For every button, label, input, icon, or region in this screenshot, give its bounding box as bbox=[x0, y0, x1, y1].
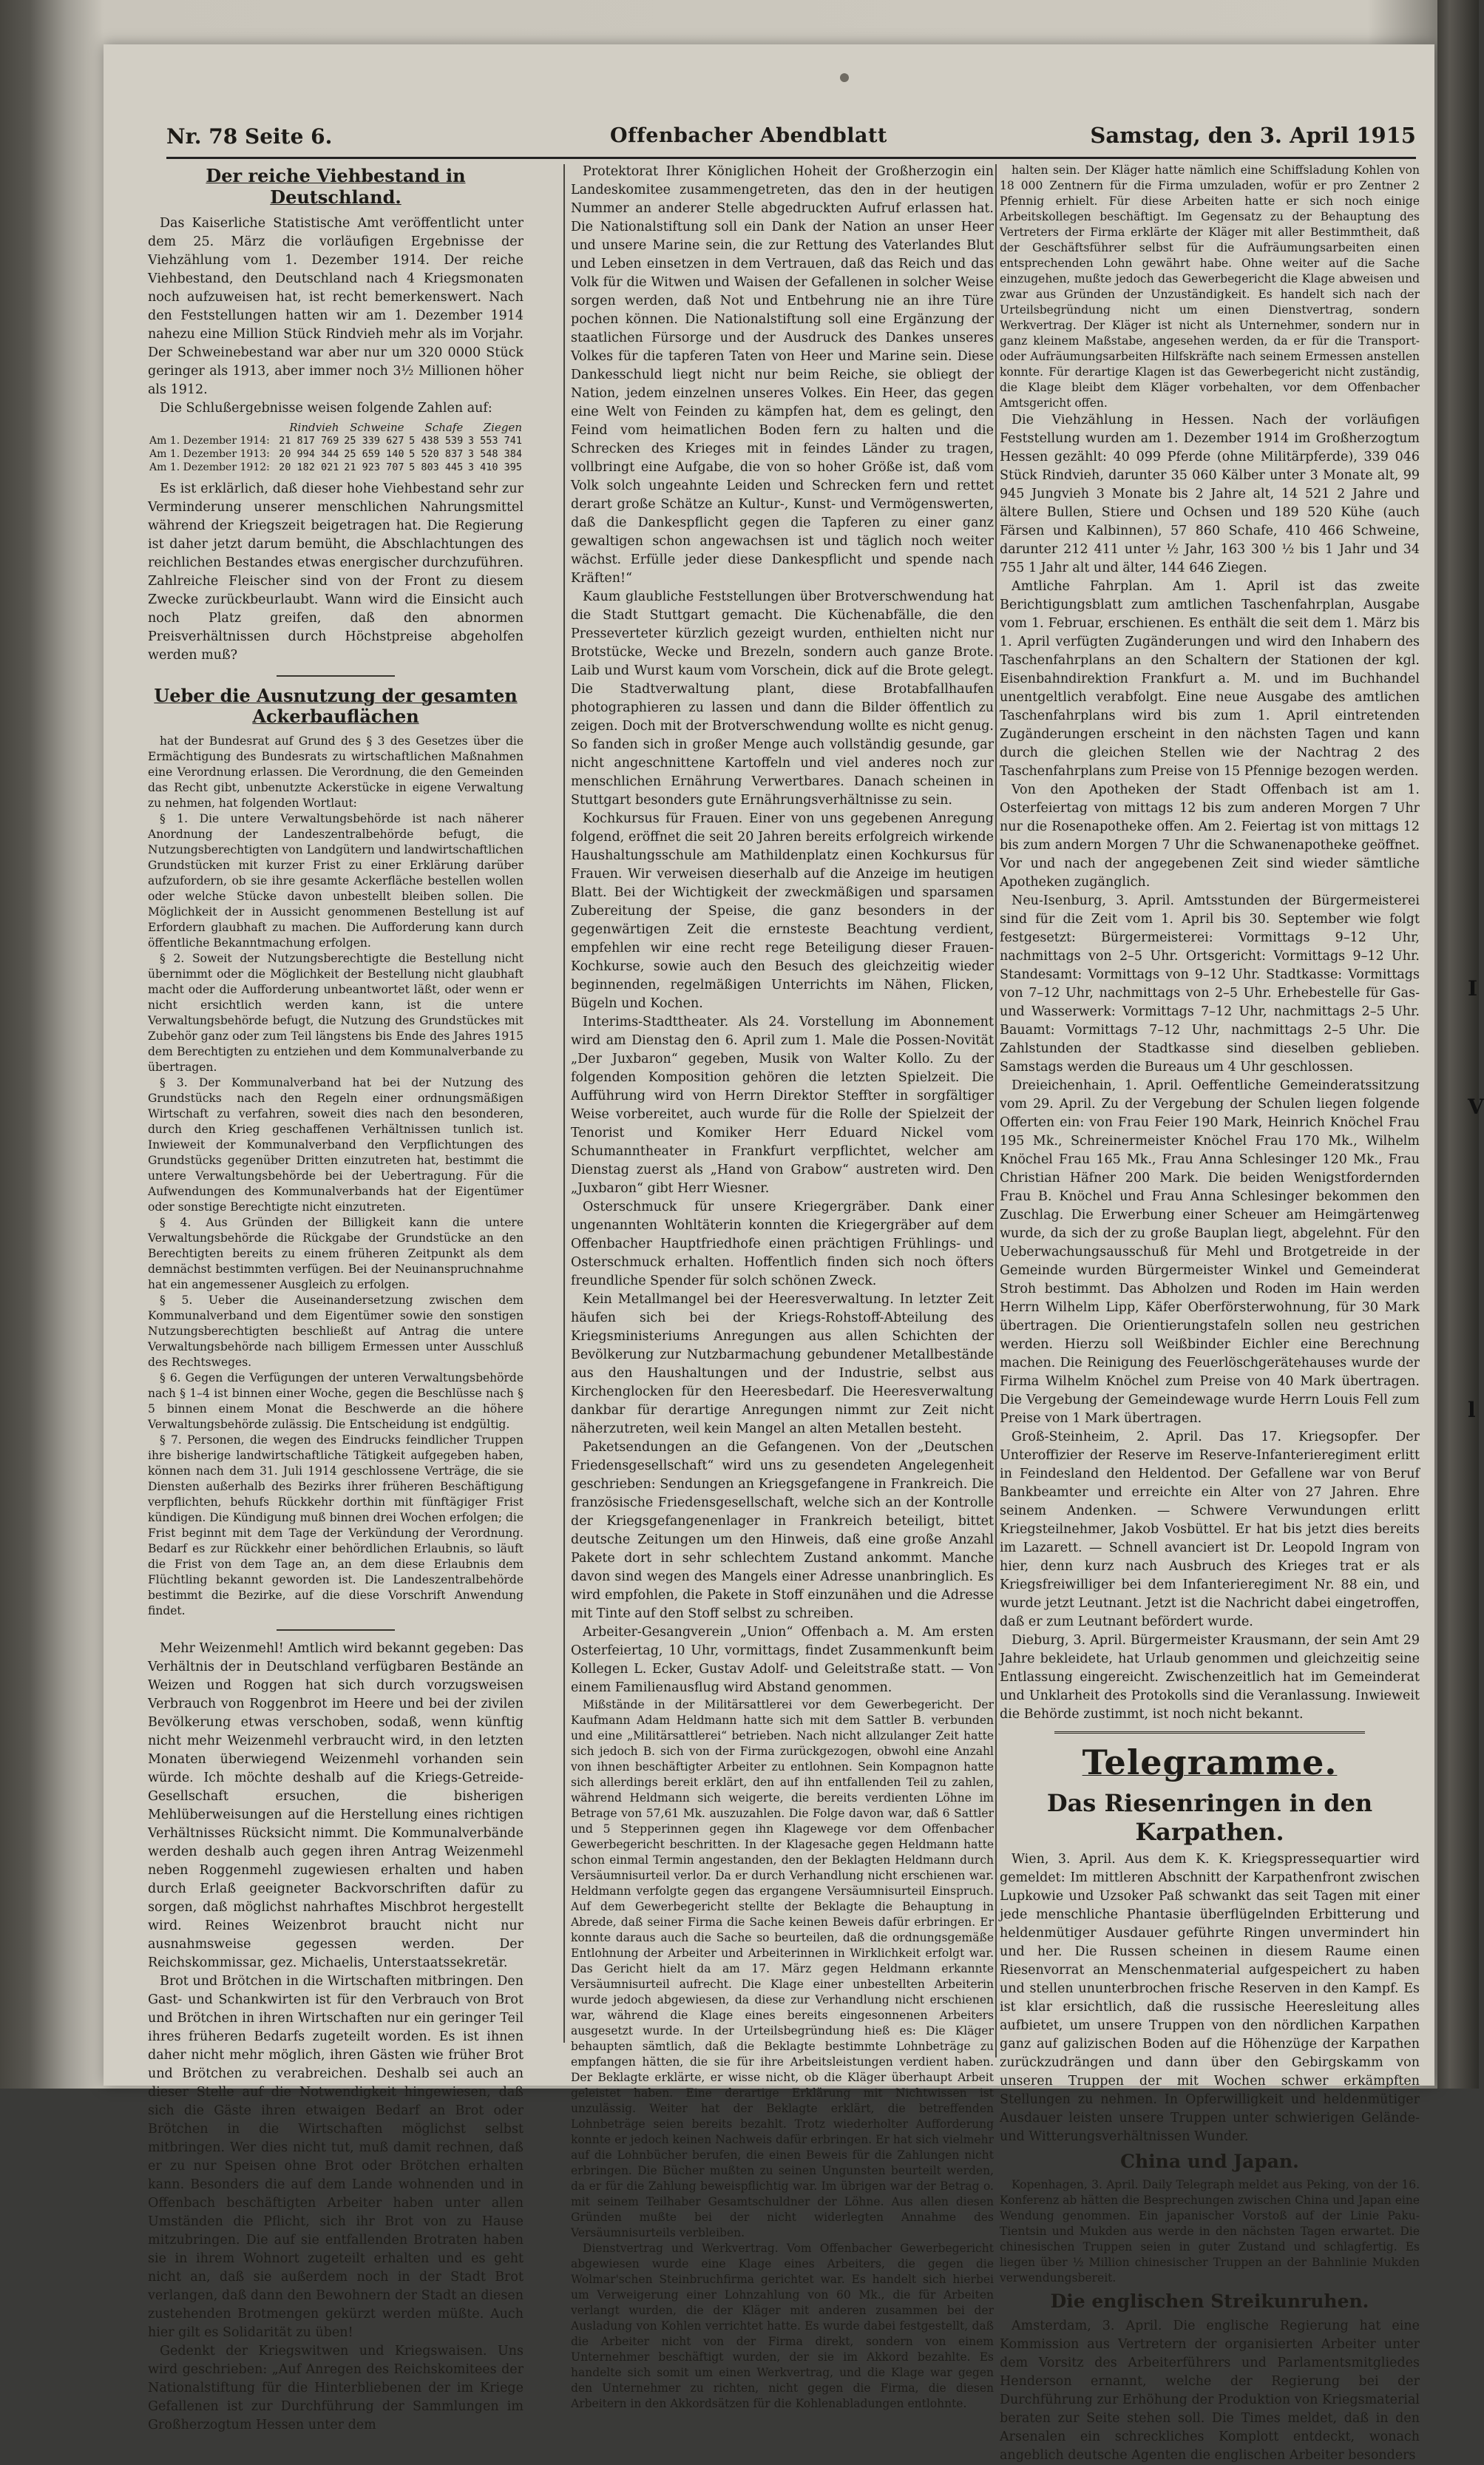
article-paragraph: § 2. Soweit der Nutzungsberechtigte die Bestellung nicht übernimmt oder die Möglichkeit der Bestellung nicht glaubhaft macht oder die Aufforderung unbeantwortet läßt, oder wenn er nicht ersichtlich werden kann, ist die untere Verwaltungsbehörde befugt, die Nutzung des Grundstückes mit Zubehör ganz oder zum Teil längstens bis Ende des Jahres 1915 dem Berechtigten zu entziehen und dem Kommunalverbande zu übertragen. bbox=[148, 952, 524, 1075]
table-header-cell: Rindvieh bbox=[289, 420, 339, 434]
table-cell: 20 182 021 bbox=[279, 461, 339, 473]
table-cell: Am 1. Dezember 1912: bbox=[149, 461, 270, 473]
livestock-table bbox=[148, 421, 524, 474]
section-title: Telegramme. bbox=[1082, 1742, 1338, 1782]
article-viehbestand bbox=[148, 166, 524, 665]
table-cell: 5 520 837 bbox=[409, 447, 464, 460]
article-paragraph: Osterschmuck für unsere Kriegergräber. Dank einer ungenannten Wohltäterin konnten die Kriegergräber auf dem Offenbacher Hauptfriedhofe einen prächtigen Frühlings- und Osterschmuck erhalten. Hoffentlich finden sich noch öfters freundliche Spender für solch schönen Zweck. bbox=[571, 1200, 994, 1288]
article-paragraph: Wien, 3. April. Aus dem K. K. Kriegspressequartier wird gemeldet: Im mittleren Abschnitt der Karpathenfront zwischen Lupkowie und Uzsoker Paß schwankt das seit Tagen mit einer jede menschliche Phantasie überflügelnden Erbitterung und heldenmütiger Ausdauer geführte Ringen unvermindert hin und her. Die Russen scheinen in diesem Raume einen Riesenvorrat an Menschenmaterial aufgespeichert zu haben und stellen ununterbrochen frische Reserven in den Kampf. Es ist klar ersichtlich, daß die russische Heeresleitung alles aufbietet, um unsere Truppen von den nördlichen Karpathen ganz auf galizischen Boden auf die Höhenzüge der Karpathen zurückzudrängen und dann über den Gebirgskamm von unseren Truppen der mit Wochen schwer erkämpften Stellungen zu nehmen. In Opferwilligkeit und heldenmütiger Ausdauer leisten unsere Truppen unter schwierigen Gelände- und Witterungsverhältnissen Wunder. bbox=[1000, 1851, 1420, 2144]
article-title: Das Riesenringen in den Karpathen. bbox=[1046, 1789, 1373, 1846]
separator-rule bbox=[277, 1629, 395, 1631]
column-2 bbox=[571, 163, 994, 2410]
separator-rule bbox=[1054, 1731, 1365, 1734]
table-header-cell bbox=[148, 421, 275, 434]
table-cell: 20 994 344 bbox=[279, 447, 339, 460]
article-title: China und Japan. bbox=[1120, 2150, 1299, 2172]
separator-rule bbox=[277, 675, 395, 677]
section-telegramme bbox=[1000, 1742, 1420, 2465]
article-paragraph: Dreieichenhain, 1. April. Oeffentliche Gemeinderatssitzung vom 29. April. Zu der Vergebung der Schulen liegen folgende Offerten ein: von Frau Feier 190 Mark, Heinrich Knöchel Frau 195 Mk., Schreinermeister Knöchel Frau 170 Mk., Wilhelm Knöchel Frau 165 Mk., Frau Anna Schlesinger 120 Mk., Frau Christian Häfner 200 Mark. Die beiden Wenigstfordernden Frau B. Knöchel und Frau Anna Schlesinger bekommen den Zuschlag. Die Erwerbung einer Scheuer am Heimgärtenweg wurde, da sich der zu große Bauplan liegt, abgelehnt. Für den Ueberwachungsausschuß für Mehl und Brotgetreide in der Gemeinde wurden Bürgermeister Winkel und Gemeinderat Stroh bestimmt. Das Abholzen und Roden im Hain werden Herrn Wilhelm Lipp, Käfer Oberförsterwohnung, für 30 Mark übertragen. Die Orientierungstafeln sollen neu gestrichen werden. Hierzu soll Weißbinder Eichler eine Berechnung machen. Die Reinigung des Feuerlöschgerätehauses wurde der Firma Wilhelm Knöchel zum Preise von 40 Mark übertragen. Die Vergebung der Gemeindewage wurde Herrn Louis Fell zum Preise von 1 Mark übertragen. bbox=[1000, 1078, 1420, 1426]
table-cell: 21 817 769 bbox=[279, 434, 339, 447]
article-paragraph: Kaum glaubliche Feststellungen über Brotverschwendung hat die Stadt Stuttgart gemacht. Die Küchenabfälle, die den Presseverteter kürzlich gezeigt wurden, enthielten nicht nur Brotstücke, Wecke und Brezeln, sondern auch ganze Brote. Laib und Wurst kaum vom Vorschein, dick auf die Brote gelegt. Die Stadtverwaltung plant, diese Brotabfallhaufen photographieren zu lassen und dann die Bilder öffentlich zu zeigen. Doch mit der Brotverschwendung wollte es nicht genug. So fanden sich in großer Menge auch vollständig gesunde, gar nicht angeschnittene Kartoffeln und viel anderes noch zur menschlichen Ernährung Verwertbares. Danach scheinen in Stuttgart besonders gute Ernährungsverhältnisse zu sein. bbox=[571, 589, 994, 808]
article-paragraph: Protektorat Ihrer Königlichen Hoheit der Großherzogin ein Landeskomitee zusammengetreten, das den in der heutigen Nummer an anderer Stelle abgedruckten Aufruf erlassen hat. Die Nationalstiftung soll ein Dank der Nation an unser Heer und unsere Marine sein, die zur Rettung des Vaterlandes Blut und Leben einsetzen in dem Vertrauen, daß das Reich und das Volk für die Witwen und Waisen der Gefallenen in solcher Weise sorgen werden, daß Not und Entbehrung nie an ihre Türe pochen können. Die Nationalstiftung soll eine Ergänzung der staatlichen Fürsorge und der Ausdruck des Dankes unseres Volkes für die tapferen Taten von Heer und Marine sein. Diese Dankesschuld liegt nicht nur beim Reiche, sie obliegt der Nation, jedem einzelnen unseres Volkes. Ein Heer, das gegen eine Welt von Feinden zu kämpfen hat, dem es gelingt, den Feind vom heimatlichen Boden fern zu halten und die Schrecken des Krieges mit in feindes Länder zu tragen, vollbringt eine Aufgabe, die von so hoher Größe ist, daß vom Volk solch ungeahnte Leiden und Schrecken fern und rettet derart große Schätze an Kultur-, Kunst- und Vermögenswerten, daß die Dankespflicht gegen die Tapferen zu einer ganz gewaltigen schon angewachsen ist und täglich noch weiter wächst. Erfülle jeder diese Dankespflicht und spende nach Kräften!“ bbox=[571, 164, 994, 586]
article-title: Ueber die Ausnutzung der gesamten Ackerbauflächen bbox=[154, 684, 518, 728]
newspaper-name: Offenbacher Abendblatt bbox=[610, 124, 887, 147]
article-paragraph: Dieburg, 3. April. Bürgermeister Krausmann, der sein Amt 29 Jahre bekleidete, hat Urlaub genommen und gleichzeitig seine Entlassung eingereicht. Zwischenzeitlich hat im Gemeinderat und Unklarheit des Protokolls sind die Veranlassung. Inwieweit die Behörde zustimmt, ist noch nicht bekannt. bbox=[1000, 1633, 1420, 1722]
table-row bbox=[148, 447, 524, 461]
article-paragraph: Groß-Steinheim, 2. April. Das 17. Kriegsopfer. Der Unteroffizier der Reserve im Reserve-Infanterieregiment erlitt in Feindesland den Heldentod. Der Gefallene war von Beruf Bankbeamter und erreichte ein Alter von 27 Jahren. Ehre seinem Andenken. — Schwere Verwundungen erlitt Kriegsteilnehmer, Jakob Vosbüttel. Er hat bis jetzt dies bereits im Lazarett. — Schnell avanciert ist Dr. Leopold Ingram von hier, denn kurz nach Ausbruch des Krieges trat er als Kriegsfreiwilliger bei dem Infanterieregiment Nr. 88 ein, und wurde jetzt Leutnant. Jetzt ist die Nachricht dabei eingetroffen, daß er zum Leutnant befördert wurde. bbox=[1000, 1430, 1420, 1629]
table-row bbox=[148, 434, 524, 447]
next-page-edge: I V l bbox=[1468, 976, 1484, 1422]
table-cell: 3 410 395 bbox=[467, 461, 522, 473]
article-paragraph: Neu-Isenburg, 3. April. Amtsstunden der Bürgermeisterei sind für die Zeit vom 1. April bis 30. September wie folgt festgesetzt: Bürgermeisterei: Vormittags 9–12 Uhr, nachmittags von 2–5 Uhr. Ortsgericht: Vormittags 9–12 Uhr. Standesamt: Vormittags von 9–12 Uhr. Stadtkasse: Vormittags von 7–12 Uhr, nachmittags von 2–5 Uhr. Erhebestelle für Gas- und Wasserwerk: Vormittags 7–12 Uhr, nachmittags 2–5 Uhr. Bauamt: Vormittags 7–12 Uhr, nachmittags 2–5 Uhr. Die Zahlstunden der Stadtkasse sind dieselben geblieben. Samstags werden die Bureaus um 4 Uhr geschlossen. bbox=[1000, 893, 1420, 1075]
article-paragraph: Die Viehzählung in Hessen. Nach der vorläufigen Feststellung wurden am 1. Dezember 1914 im Großherzogtum Hessen gezählt: 40 099 Pferde (ohne Militärpferde), 339 046 Stück Rindvieh, darunter 35 060 Kälber unter 3 Monate alt, 99 945 Jungvieh 3 Monate bis 2 Jahre alt, 14 521 2 Jahre und ältere Bullen, Stiere und Ochsen und 189 520 Kühe (auch Färsen und Kalbinnen), 57 860 Schafe, 410 466 Schweine, darunter 212 411 unter ½ Jahr, 163 300 ½ bis 1 Jahr und 34 755 1 Jahr alt und älter, 144 646 Ziegen. bbox=[1000, 413, 1420, 575]
article-paragraph: § 6. Gegen die Verfügungen der unteren Verwaltungsbehörde nach § 1–4 ist binnen einer Woche, gegen die Beschlüsse nach § 5 binnen einem Monat die Beschwerde an die höhere Verwaltungsbehörde zulässig. Die Entscheidung ist endgültig. bbox=[148, 1371, 524, 1432]
article-paragraph: Paketsendungen an die Gefangenen. Von der „Deutschen Friedensgesellschaft“ wird uns zu gesendeten Angelegenheit geschrieben: Sendungen an Kriegsgefangene in Frankreich. Die französische Friedensgesellschaft, welche sich an der Kontrolle der Kriegsgefangenenlager in Frankreich beteiligt, bittet deutsche Zeitungen um den Hinweis, daß eine große Anzahl Pakete dort in sehr schlechtem Zustand ankommt. Manche davon sind wegen des Mangels einer Adresse unanbringlich. Es wird empfohlen, die Pakete in Stoff einzunähen und die Adresse mit Tinte auf den Stoff selbst zu schreiben. bbox=[571, 1440, 994, 1621]
article-weizenmehl bbox=[148, 1640, 524, 2435]
article-paragraph: § 1. Die untere Verwaltungsbehörde ist nach näherer Anordnung der Landeszentralbehörde befugt, die Nutzungsberechtigten von Landgütern und landwirtschaftlichen Grundstücken mit kurzer Frist zu einer Erklärung darüber aufzufordern, ob sie ihre gesamte Ackerfläche bestellen wollen oder welche Stücke davon unbestellt bleiben sollen. Die Möglichkeit der in Aussicht genommenen Bestellung ist auf Erfordern glaubhaft zu machen. Die Aufforderung kann durch öffentliche Bekanntmachung erfolgen. bbox=[148, 812, 524, 950]
table-cell: Am 1. Dezember 1913: bbox=[149, 447, 270, 460]
article-paragraph: Brot und Brötchen in die Wirtschaften mitbringen. Den Gast- und Schankwirten ist für den Verbrauch von Brot und Brötchen in ihren Wirtschaften nur ein geringer Teil ihres früheren Bedarfs zugeteilt worden. Es ist ihnen daher nicht mehr möglich, ihren Gästen wie früher Brot und Brötchen zu verabreichen. Deshalb sei auch an dieser Stelle auf die Notwendigkeit hingewiesen, daß sich die Gäste ihren etwaigen Bedarf an Brot oder Brötchen in die Wirtschaften möglichst selbst mitbringen. Wer dies nicht tut, muß damit rechnen, daß er zu nur Speisen ohne Brot oder Brötchen erhalten kann. Besonders die auf dem Lande wohnenden und in Offenbach beschäftigten Arbeiter haben unter allen Umständen die Pflicht, sich ihr Brot von zu Hause mitzubringen. Die auf sie entfallenden Brotraten haben sie in ihrem Wohnort zugeteilt erhalten und es geht nicht an, daß sie außerdem noch in der Stadt Brot verlangen, daß dann den Bewohnern der Stadt an diesen zustehenden Brotmengen gekürzt werden müßte. Auch hier gilt es Solidarität zu üben! bbox=[148, 1974, 524, 2341]
table-cell: 25 339 627 bbox=[344, 434, 404, 447]
article-ackerbau bbox=[148, 686, 524, 1620]
article-paragraph: Von den Apotheken der Stadt Offenbach ist am 1. Osterfeiertag von mittags 12 bis zum anderen Morgen 7 Uhr nur die Rosenapotheke offen. Am 2. Feiertag ist von mittags 12 bis zum andern Morgen 7 Uhr die Schwanenapotheke geöffnet. Vor und nach der angegebenen Zeit sind wieder sämtliche Apotheken zugänglich. bbox=[1000, 782, 1420, 890]
article-paragraph: § 7. Personen, die wegen des Eindrucks feindlicher Truppen ihre bisherige landwirtschaftliche Tätigkeit aufgegeben haben, können nach dem 31. Juli 1914 geschlossene Verträge, die sie Diensten außerhalb des Bezirks ihrer früheren Beschäftigung verpflichten, behufs Rückkehr dorthin mit fünftägiger Frist kündigen. Die Kündigung muß binnen drei Wochen erfolgen; die Frist beginnt mit dem Tage der Verkündung der Verordnung. Bedarf es zur Rückkehr einer behördlichen Erlaubnis, so läuft die Frist von dem Tage an, an dem diese Erlaubnis dem Flüchtling bekannt geworden ist. Die Landeszentralbehörde bestimmt die Bezirke, auf die diese Vorschrift Anwendung findet. bbox=[148, 1433, 524, 1618]
punch-hole bbox=[840, 73, 849, 82]
article-paragraph: Interims-Stadttheater. Als 24. Vorstellung im Abonnement wird am Dienstag den 6. April zum 1. Male die Possen-Novität „Der Juxbaron“ gegeben, Musik von Walter Kollo. Zu der folgenden Komposition gehören die letzten Spielzeit. Die Aufführung wird von Herrn Direktor Steffter in sorgfältiger Weise vorbereitet, auch wurde für die Rolle der Spielzeit der Tenorist und Komiker Herr Eduard Nickel vom Schumanntheater in Frankfurt verpflichtet, welcher am Dienstag zuerst als „Hand von Grabow“ austreten wird. Den „Juxbaron“ gibt Herr Wiesner. bbox=[571, 1015, 994, 1196]
table-header-row bbox=[148, 421, 524, 434]
table-cell: 5 438 539 bbox=[409, 434, 464, 447]
article-paragraph: Das Kaiserliche Statistische Amt veröffentlicht unter dem 25. März die vorläufigen Ergebnisse der Viehzählung vom 1. Dezember 1914. Der reiche Viehbestand, den Deutschland nach 4 Kriegsmonaten noch aufzuweisen hat, ist recht bemerkenswert. Nach den Feststellungen hatten wir am 1. Dezember 1914 nahezu eine Million Stück Rindvieh mehr als im Vorjahr. Der Schweinebestand war aber nur um 320 0000 Stück geringer als 1913, aber immer noch 3½ Millionen höher als 1912. bbox=[148, 215, 524, 397]
article-paragraph: Die Schlußergebnisse weisen folgende Zahlen auf: bbox=[160, 400, 492, 416]
article-title: Der reiche Viehbestand in Deutschland. bbox=[206, 165, 466, 208]
column-3 bbox=[1000, 163, 1420, 2463]
table-header-cell: Schweine bbox=[350, 420, 404, 434]
issue-number: Nr. 78 Seite 6. bbox=[166, 124, 333, 149]
article-paragraph: Amtliche Fahrplan. Am 1. April ist das zweite Berichtigungsblatt zum amtlichen Taschenfahrplan, Ausgabe vom 1. Februar, erschienen. Es enthält die seit dem 1. März bis 1. April verfügten Zugänderungen und wird den Inhabern des Taschenfahrplans an den Schaltern der Stationen der kgl. Eisenbahndirektion Frankfurt a. M. und im Buchhandel unentgeltlich verabfolgt. Eine neue Ausgabe des amtlichen Taschenfahrplans wird bis zum 1. April eintretenden Zugänderungen erscheint in den nächsten Tagen und kann durch die gleichen Stellen wie der Nachtrag 2 des Taschenfahrplans zum Preise von 15 Pfennige bezogen werden. bbox=[1000, 579, 1420, 779]
column-rule bbox=[563, 164, 565, 2043]
article-paragraph: hat der Bundesrat auf Grund des § 3 des Gesetzes über die Ermächtigung des Bundesrats zu wirtschaftlichen Maßnahmen eine Verordnung erlassen. Die Verordnung, die den Gemeinden das Recht gibt, unbenutzte Ackerstücke in eigene Verwaltung zu nehmen, hat folgenden Wortlaut: bbox=[148, 734, 524, 811]
article-paragraph: Dienstvertrag und Werkvertrag. Vom Offenbacher Gewerbegericht abgewiesen wurde eine Klage eines Arbeiters, die gegen die Wolmar'schen Steinbruchfirma gerichtet war. Es handelt sich hierbei um Verweigerung einer Lohnzahlung von 60 Mk., die für Arbeiten verlangt wurden, die der Kläger mit anderen zusammen bei der Ausladung von Kohlen verrichtet hatte. Es wurde dabei festgestellt, daß die Arbeiter nicht von der Firma direkt, sondern von einem Unternehmer beschäftigt wurden, der sie im Akkord bezahlte. Es handelte sich somit um einen Werkvertrag, und die Klage war gegen den Unternehmer zu richten, nicht gegen die Firma, die diesen Arbeitern in den Akkordsätzen für die Kohlenabladungen entlohnte. bbox=[571, 2242, 994, 2410]
column-rule bbox=[995, 164, 997, 2057]
article-paragraph: Mißstände in der Militärsattlerei vor dem Gewerbegericht. Der Kaufmann Adam Heldmann hatte sich mit dem Sattler B. verbunden und eine „Militärsattlerei“ betrieben. Nach nicht allzulanger Zeit hatte sich jedoch B. sich von der Firma zurückgezogen, obwohl eine Anzahl von ihnen beschäftigter Arbeiter zu entlohnen. Sein Kompagnon hatte sich allerdings bereit erklärt, den auf ihn entfallenden Teil zu zahlen, während Heldmann sich weigerte, die bereits verdienten Löhne im Betrage von 57,61 Mk. auszuzahlen. Die Folge davon war, daß 6 Sattler und 5 Stepperinnen gegen ihn Klagewege vor dem Offenbacher Gewerbegericht beschritten. In der Klagesache gegen Heldmann hatte schon einmal Termin angestanden, den der Beklagten Heldmann durch Versäumnisurteil verlor. Da er durch Verhandlung nicht erschienen war. Heldmann verfolgte gegen das ergangene Versäumnisurteil Einspruch. Auf dem Gewerbegericht stellte der Beklagte die Behauptung in Abrede, daß seiner Firma die Sache keinen Beweis dafür erbringen. Er konnte daraus auch die Sache so beurteilen, daß die ordnungsgemäße Entlohnung der Arbeiter und Arbeiterinnen in Wirklichkeit erfolgt war. Das Gericht hielt da am 17. März gegen Heldmann erkannte Versäumnisurteil aufrecht. Die Klage einer unbestellten Arbeiterin wurde jedoch abgewiesen, da diese zur Verhandlung nicht erschienen war, während die Klage eines bereits eingesonnenen Arbeiters ausgesetzt wurde. In der Urteilsbegründung hieß es: Die Kläger behaupten sämtlich, daß die Beklagte bestimmte Lohnbeträge zu empfangen hätten, die sie für ihre Arbeitsleistungen verdient haben. Der Beklagte erklärte, er wisse nicht, ob die Kläger überhaupt Arbeit geleistet haben. Eine derartige Erklärung mit Nichtwissen ist unzulässig. Weiter hat der Beklagte erklärt, die betreffenden Lohnbeträge seien bereits bezahlt. Trotz wiederholter Aufforderung konnte er jedoch keinen Nachweis dafür erbringen. Er hat sich vielmehr auf die Lohnbücher berufen, die einen Beweis für die Zahlungen nicht erbringen. Die Bücher mußten zu seinen Ungunsten beurteilt werden, da er für die Zahlung beweispflichtig war. Im übrigen war der Betrag o. mit seinem Teilhaber Gesamtschuldner der Löhne. Aus allen diesen Gründen mußte bei der nicht widerlegten Annahme des Versäumnisurteils verbleiben. bbox=[571, 1698, 994, 2239]
article-paragraph: Arbeiter-Gesangverein „Union“ Offenbach a. M. Am ersten Osterfeiertag, 10 Uhr, vormittags, findet Zusammenkunft beim Kollegen L. Ecker, Gustav Adolf- und Geleitstraße statt. — Von einem Familienausflug wird Abstand genommen. bbox=[571, 1625, 994, 1695]
table-cell: 3 548 384 bbox=[467, 447, 522, 460]
column-1 bbox=[148, 163, 524, 2433]
article-paragraph: Kochkursus für Frauen. Einer von uns gegebenen Anregung folgend, eröffnet die seit 20 Jahren bereits erfolgreich wirkende Haushaltungsschule am Mathildenplatz einen Kochkursus für Frauen. Wir verweisen dieserhalb auf die Anzeige im heutigen Blatt. Bei der Wichtigkeit der zweckmäßigen und sparsamen Zubereitung der Speise, die ganz besonders in der gegenwärtigen Zeit die ernsteste Beachtung verdient, empfehlen wir eine recht rege Beteiligung dieser Frauen-Kochkurse, sowie auch den Besuch des gleichzeitig wieder beginnenden, regelmäßigen Unterrichts im Nähen, Flicken, Bügeln und Kochen. bbox=[571, 811, 994, 1011]
table-row bbox=[148, 461, 524, 474]
article-paragraph: halten sein. Der Kläger hatte nämlich eine Schiffsladung Kohlen von 18 000 Zentnern für die Firma umzuladen, wofür er pro Zentner 2 Pfennig erhielt. Für diese Arbeiten hatte er sich noch einige Arbeitskollegen beschäftigt. Im Gegensatz zu der Behauptung des Vertreters der Firma erklärte der Kläger mit aller Bestimmtheit, daß der Geschäftsführer selbst für die Aufräumungsarbeiten einen entsprechenden Lohn gewährt habe. Ohne weiter auf die Sache einzugehen, mußte jedoch das Gewerbegericht die Klage abweisen und zwar aus Gründen der Unzuständigkeit. Es handelt sich nach der Urteilsbegründung nicht um einen Dienstvertrag, sondern Werkvertrag. Der Kläger ist nicht als Unternehmer, sondern nur in ganz kleinem Maßstabe, angesehen werden, da er für die Transport- oder Aufräumungsarbeiten Hilfskräfte nach seinem Ermessen anstellen konnte. Für derartige Klagen ist das Gewerbegericht nicht zuständig, die Klage bleibt dem Kläger vorbehalten, vor dem Offenbacher Amtsgericht offen. bbox=[1000, 163, 1420, 410]
table-cell: 5 803 445 bbox=[409, 461, 464, 473]
issue-date: Samstag, den 3. April 1915 bbox=[1090, 123, 1416, 148]
article-paragraph: Amsterdam, 3. April. Die englische Regierung hat eine Kommission aus Vertretern der organisierten Arbeiter unter dem Vorsitz des Arbeiterführers und Parlamentsmitgliedes Henderson ernannt, welche der Regierung bei der Durchführung zur Erhöhung der Produktion von Kriegsmaterial beraten zur Seite stehen soll. Die Times meldet, daß in den Arsenalen ein schreckliches Komplott entdeckt, wonach angeblich deutsche Agenten die englischen Arbeiter besonders bbox=[1000, 2318, 1420, 2463]
table-cell: 21 923 707 bbox=[344, 461, 404, 473]
article-title: Die englischen Streikunruhen. bbox=[1050, 2290, 1369, 2312]
article-paragraph: Kopenhagen, 3. April. Daily Telegraph meldet aus Peking, von der 16. Konferenz ab hätten die Besprechungen zwischen China und Japan eine Wendung genommen. Ein japanischer Vorstoß auf der Linie Paku-Tientsin und Mukden aus werde in den nächsten Tagen erwartet. Die chinesischen Truppen seien in guter Zustand und schlagfertig. Es liegen über ½ Million chinesischer Truppen an der Bahnlinie Mukden verwendungsbereit. bbox=[1000, 2177, 1420, 2285]
article-paragraph: Es ist erklärlich, daß dieser hohe Viehbestand sehr zur Verminderung unserer menschlichen Nahrungsmittel während der Kriegszeit beigetragen hat. Die Regierung ist daher jetzt darum bemüht, die Abschlachtungen des reichlichen Bestandes etwas energischer durchzuführen. Zahlreiche Fleischer sind von der Front zu diesem Zwecke zurückbeurlaubt. Wann wird die Einsicht auch noch Platz greifen, daß den abnormen Preisverhältnissen durch Höchstpreise abgeholfen werden muß? bbox=[148, 481, 524, 663]
article-paragraph: § 5. Ueber die Auseinandersetzung zwischen dem Kommunalverband und dem Eigentümer sowie den sonstigen Nutzungsberechtigten beschließt auf Antrag die untere Verwaltungsbehörde nach billigem Ermessen unter Ausschluß des Rechtsweges. bbox=[148, 1294, 524, 1370]
article-paragraph: Kein Metallmangel bei der Heeresverwaltung. In letzter Zeit häufen sich bei der Kriegs-Rohstoff-Abteilung des Kriegsministeriums Anregungen aus allen Schichten der Bevölkerung zur Nutzbarmachung gebundener Metallbestände aus den Haushaltungen und der Industrie, selbst aus Kirchenglocken für den Heeresbedarf. Die Heeresverwaltung dankbar für derartige Anregungen nimmt zur Zeit nicht näherzutreten, weil kein Mangel an alten Metallen besteht. bbox=[571, 1292, 994, 1436]
table-header-cell: Schafe bbox=[424, 420, 464, 434]
table-cell: Am 1. Dezember 1914: bbox=[149, 434, 270, 447]
table-cell: 25 659 140 bbox=[344, 447, 404, 460]
article-paragraph: § 3. Der Kommunalverband hat bei der Nutzung des Grundstücks nach den Regeln einer ordnungsmäßigen Wirtschaft zu verfahren, soweit dies nach den besonderen, durch den Krieg geschaffenen Verhältnissen tunlich ist. Inwieweit der Kommunalverband den Verpflichtungen des Grundstücks gegenüber Dritten einzutreten hat, bestimmt die untere Verwaltungsbehörde bei der Uebertragung. Für die Aufwendungen des Kommunalverbands hat der Eigentümer oder sonstige Berechtigte nicht einzutreten. bbox=[148, 1076, 524, 1214]
table-header-cell: Ziegen bbox=[483, 420, 522, 434]
table-cell: 3 553 741 bbox=[467, 434, 522, 447]
article-paragraph: Mehr Weizenmehl! Amtlich wird bekannt gegeben: Das Verhältnis der in Deutschland verfügbaren Bestände an Weizen und Roggen hat sich durch vorzugsweisen Verbrauch von Roggenbrot im Heere und bei der zivilen Bevölkerung etwas verschoben, sodaß, wenn künftig nicht mehr Weizenmehl verbraucht wird, in den letzten Monaten überwiegend Weizenmehl vorhanden sein würde. Ich möchte deshalb auf die Kriegs-Getreide-Gesellschaft ersuchen, die bisherigen Mehlüberweisungen auf die Herstellung eines richtigen Verhältnisses Rücksicht nimmt. Die Kommunalverbände werden deshalb auch gegen ihren Antrag Weizenmehl neben Roggenmehl zugewiesen erhalten und haben durch Erlaß geeigneter Backvorschriften dafür zu sorgen, daß möglichst nahrhaftes Mischbrot hergestellt wird. Reines Weizenbrot braucht nicht nur ausnahmsweise gegessen werden. Der Reichskommissar, gez. Michaelis, Unterstaatssekretär. bbox=[148, 1641, 524, 1971]
article-paragraph: Gedenkt der Kriegswitwen und Kriegswaisen. Uns wird geschrieben: „Auf Anregen des Reichskomitees der Nationalstiftung für die Hinterbliebenen der im Kriege Gefallenen ist zur Durchführung der Sammlungen im Großherzogtum Hessen unter dem bbox=[148, 2344, 524, 2433]
article-paragraph: § 4. Aus Gründen der Billigkeit kann die untere Verwaltungsbehörde die Rückgabe der Grundstücke an den Berechtigten bereits zu einem früheren Zeitpunkt als dem demnächst bestimmten verfügen. Bei der Neuinanspruchnahme hat ein angemessener Ausgleich zu erfolgen. bbox=[148, 1216, 524, 1292]
page-header bbox=[166, 118, 1416, 159]
